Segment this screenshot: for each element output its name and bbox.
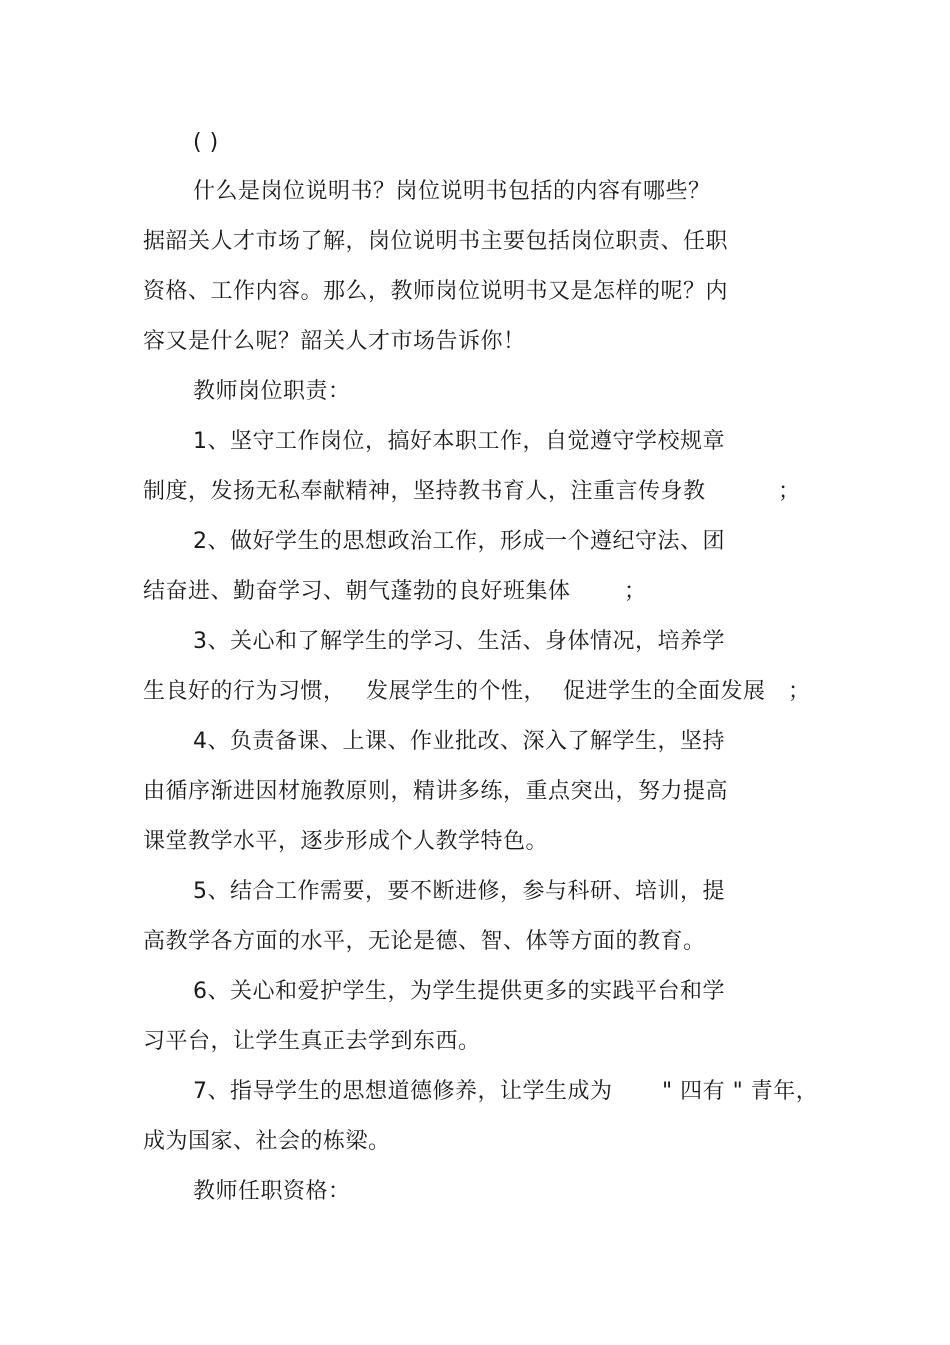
- text-line: 4、负责备课、上课、作业批改、深入了解学生，坚持: [193, 729, 725, 754]
- text-line: 课堂教学水平，逐步形成个人教学特色。: [143, 829, 549, 854]
- text-line: 习平台，让学生真正去学到东西。: [143, 1029, 481, 1054]
- text-line: ；: [778, 479, 801, 504]
- section-heading: 教师岗位职责：: [193, 379, 351, 404]
- text-line: 高教学各方面的水平，无论是德、智、体等方面的教育。: [143, 929, 706, 954]
- text-line: 6、关心和爱护学生，为学生提供更多的实践平台和学: [193, 979, 725, 1004]
- text-line: 促进学生的全面发展: [563, 679, 766, 704]
- text-line: 1、坚守工作岗位，搞好本职工作，自觉遵守学校规章: [193, 429, 725, 454]
- text-line: 什么是岗位说明书？岗位说明书包括的内容有哪些？: [193, 179, 711, 204]
- text-line: 容又是什么呢？韶关人才市场告诉你！: [143, 329, 526, 354]
- text-line: 成为国家、社会的栋梁。: [143, 1129, 391, 1154]
- text-line: 制度，发扬无私奉献精神，坚持教书育人，注重言传身教: [143, 479, 706, 504]
- section-heading: 教师任职资格：: [193, 1179, 351, 1204]
- text-line: ；: [624, 579, 647, 604]
- text-line: ( ): [193, 130, 219, 155]
- text-line: 7、指导学生的思想道德修养，让学生成为: [193, 1079, 613, 1104]
- text-line: 3、关心和了解学生的学习、生活、身体情况，培养学: [193, 629, 725, 654]
- text-line: " 四有 " 青年，: [662, 1079, 819, 1104]
- text-line: 资格、工作内容。那么，教师岗位说明书又是怎样的呢？内: [143, 279, 729, 304]
- text-line: 生良好的行为习惯，: [143, 679, 346, 704]
- text-line: 结奋进、勤奋学习、朝气蓬勃的良好班集体: [143, 579, 571, 604]
- text-line: ；: [788, 679, 811, 704]
- text-line: 5、结合工作需要，要不断进修，参与科研、培训，提: [193, 879, 725, 904]
- text-line: 据韶关人才市场了解，岗位说明书主要包括岗位职责、任职: [143, 229, 729, 254]
- text-line: 发展学生的个性，: [366, 679, 547, 704]
- text-line: 2、做好学生的思想政治工作，形成一个遵纪守法、团: [193, 529, 725, 554]
- text-line: 由循序渐进因材施教原则，精讲多练，重点突出，努力提高: [143, 779, 729, 804]
